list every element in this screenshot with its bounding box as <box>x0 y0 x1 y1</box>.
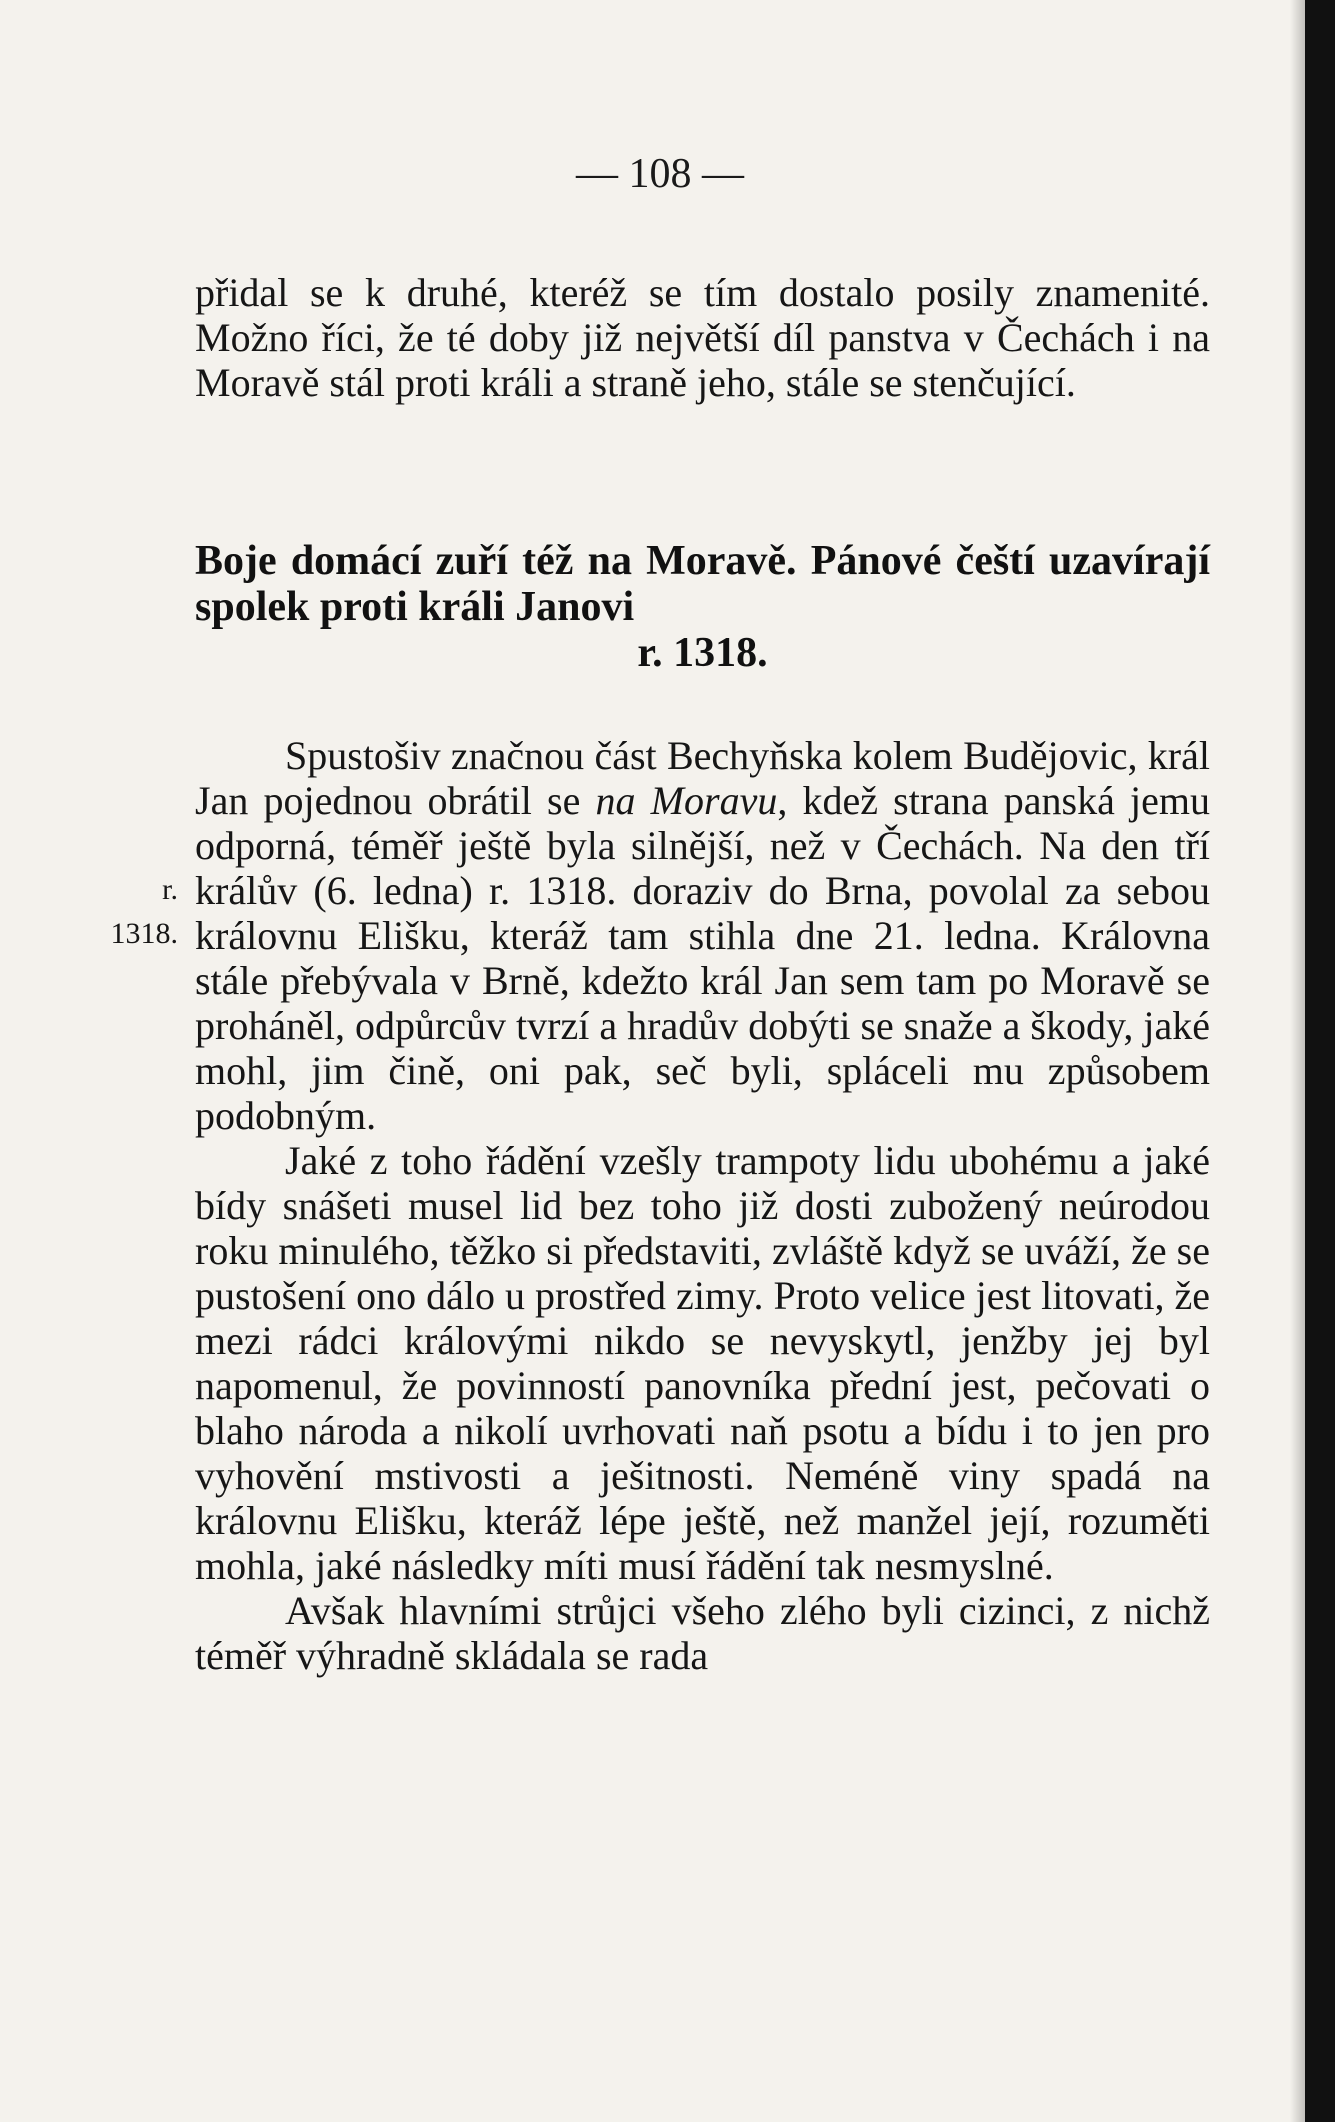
page-number: — 108 — <box>576 151 744 197</box>
paragraph-2-italic: na Moravu <box>595 778 778 823</box>
paragraph-3: Jaké z toho řádění vzešly trampoty lidu ubohému a jaké bídy snášeti musel lid bez toho již dosti zubožený neúrodou roku minulého, těžko si představiti, zvláště když se uváží, že se pustošení ono dálo u prostřed zimy. Proto velice jest litovati, že mezi rádci královými nikdo se nevyskytl, jenžby jej byl napomenul, že povinností panovníka přední jest, pečovati o blaho národa a nikolí uvrhovati naň psotu a bídu i to jen pro vyhovění mstivosti a ješitnosti. Neméně viny spadá na královnu Elišku, kteráž lépe ještě, než manžel její, rozuměti mohla, jaké následky míti musí řádění tak nesmyslné. <box>195 1138 1210 1588</box>
body-text <box>195 733 1210 1678</box>
margin-note-line-2: 1318. <box>110 917 178 950</box>
paragraph-1: přidal se k druhé, kteréž se tím dostalo posily znamenité. Možno říci, že té doby již největší díl panstva v Čechách i na Moravě stál proti králi a straně jeho, stále se stenčující. <box>195 270 1210 405</box>
heading-line-2: r. 1318. <box>637 630 768 676</box>
paragraph-2-start: Spustošiv značnou část Bechyňska kolem Budějovic, král Jan pojednou obrátil se <box>195 733 1210 823</box>
paragraph-1-block <box>195 270 1210 405</box>
section-heading <box>195 538 1210 676</box>
margin-note-year <box>58 868 178 956</box>
paragraph-4: Avšak hlavními strůjci všeho zlého byli cizinci, z nichž téměř výhradně skládala se rada <box>195 1588 1210 1678</box>
heading-line-1: Boje domácí zuří též na Moravě. Pánové čeští uzavírají spolek proti králi Janovi <box>195 538 1210 630</box>
margin-note-line-1: r. <box>162 873 178 906</box>
paragraph-2 <box>195 733 1210 1138</box>
scan-border <box>1305 0 1335 2122</box>
paragraph-2-end: , kdež strana panská jemu odporná, téměř ještě byla silnější, než v Čechách. Na den tří králův (6. ledna) r. 1318. doraziv do Brna, povolal za sebou královnu Elišku, kteráž tam stihla dne 21. ledna. Královna stále přebývala v Brně, kdežto král Jan sem tam po Moravě se proháněl, odpůrcův tvrzí a hradův dobýti se snaže a škody, jaké mohl, jim čině, oni pak, seč byli, spláceli mu způsobem podobným. <box>195 778 1211 1138</box>
